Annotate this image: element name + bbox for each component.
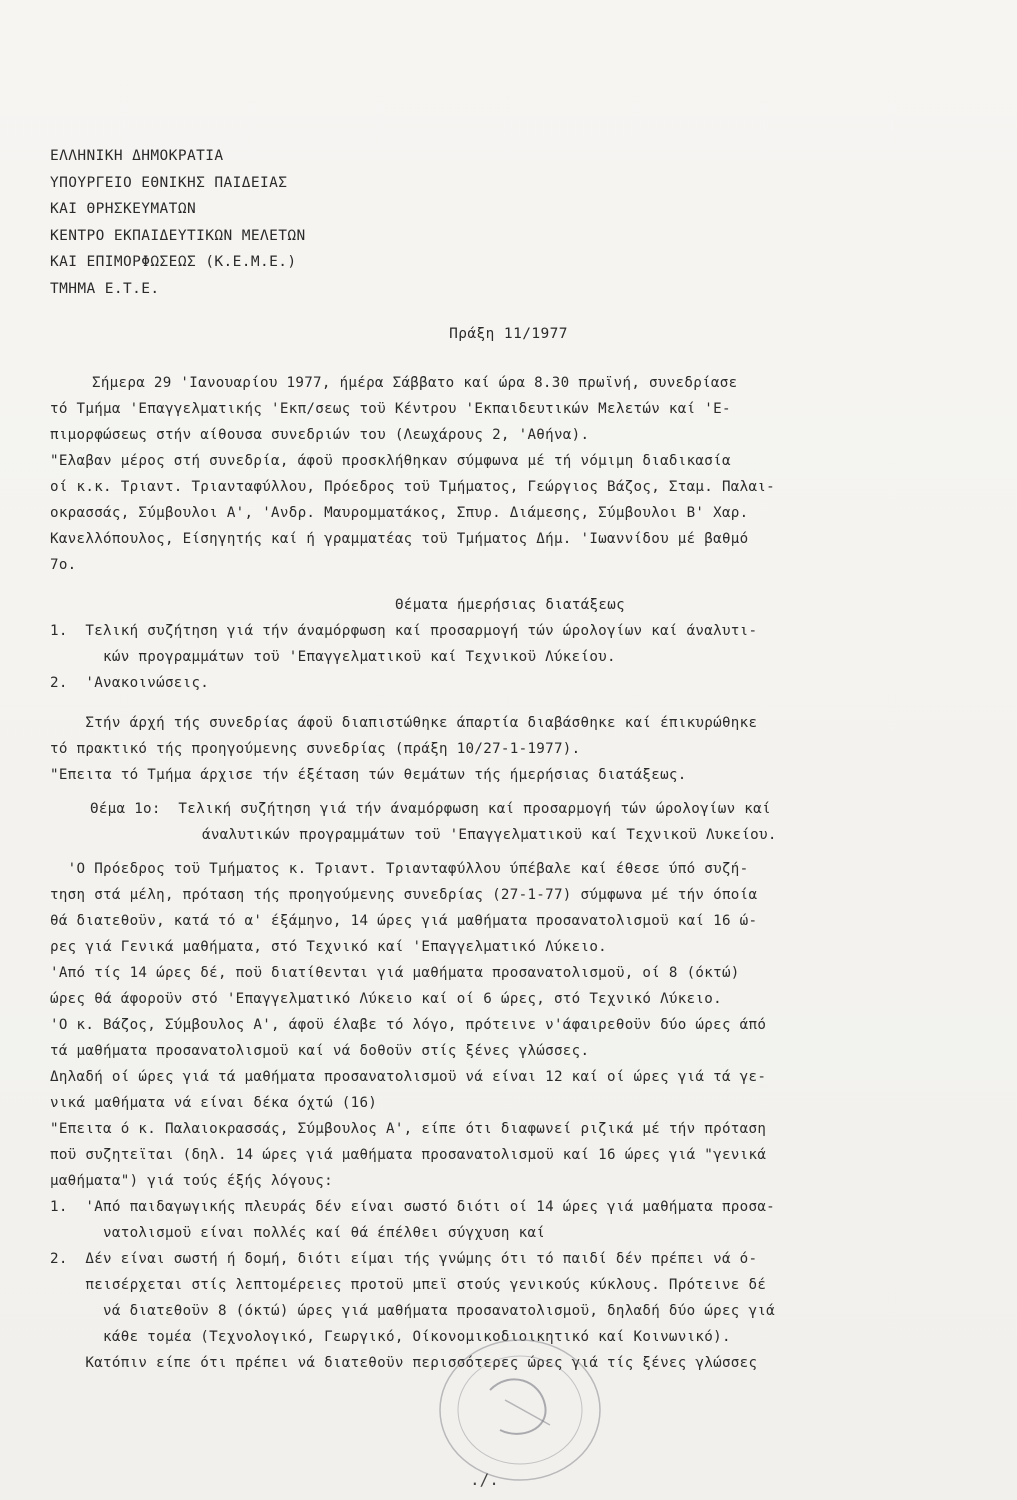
text-line: τηση στά μέλη, πρόταση τής προηγούμενης συνεδρίας (27-1-77) σύμφωνα μέ τήν όποία <box>50 887 758 903</box>
letterhead-line: ΕΛΛΗΝΙΚΗ ΔΗΜΟΚΡΑΤΙΑ <box>50 148 224 164</box>
text-line: κάθε τομέα (Τεχνολογικό, Γεωργικό, Οίκονομικοδιοικητικό καί Κοινωνικό). <box>50 1329 731 1345</box>
agenda-list <box>50 618 970 696</box>
text-line: ρες γιά Γενικά μαθήματα, στό Τεχνικό καί 'Επαγγελματικό Λύκειο. <box>50 939 608 955</box>
text-line: τά μαθήματα προσανατολισμοϋ καί νά δοθοϋν στίς ξένες γλώσσες. <box>50 1043 590 1059</box>
topic-line: άναλυτικών προγραμμάτων τοϋ 'Επαγγελματικοϋ καί Τεχνικοϋ Λυκείου. <box>202 827 777 843</box>
text-line: θά διατεθοϋν, κατά τό α' έξάμηνο, 14 ώρες γιά μαθήματα προσανατολισμοϋ καί 16 ώ- <box>50 913 758 929</box>
text-line: 'Από τίς 14 ώρες δέ, ποϋ διατίθενται γιά μαθήματα προσανατολισμοϋ, οί 8 (όκτώ) <box>50 965 740 981</box>
text-line: ώρες θά άφοροϋν στό 'Επαγγελματικό Λύκειο καί οί 6 ώρες, στό Τεχνικό Λύκειο. <box>50 991 722 1007</box>
text-line: Σήμερα 29 'Ιανουαρίου 1977, ήμέρα Σάββατο καί ώρα 8.30 πρωϊνή, συνεδρίασε <box>92 375 738 391</box>
official-stamp <box>420 1330 620 1490</box>
agenda-item: 1. Τελική συζήτηση γιά τήν άναμόρφωση καί προσαρμογή τών ώρολογίων καί άναλυτι- <box>50 623 758 639</box>
text-line: "Επειτα ό κ. Παλαιοκρασσάς, Σύμβουλος Α', είπε ότι διαφωνεί ριζικά μέ τήν πρόταση <box>50 1121 767 1137</box>
opening-paragraph <box>50 710 970 788</box>
intro-paragraph <box>50 370 970 578</box>
discussion-paragraph <box>50 856 970 1376</box>
text-line: οκρασσάς, Σύμβουλοι Α', 'Ανδρ. Μαυρομματάκος, Σπυρ. Διάμεσης, Σύμβουλοι Β' Χαρ. <box>50 505 749 521</box>
letterhead-line: ΚΑΙ ΘΡΗΣΚΕΥΜΑΤΩΝ <box>50 201 197 217</box>
letterhead-line: ΥΠΟΥΡΓΕΙΟ ΕΘΝΙΚΗΣ ΠΑΙΔΕΙΑΣ <box>50 174 288 191</box>
text-line: πεισέρχεται στίς λεπτομέρειες προτοϋ μπεϊ στούς γενικούς κύκλους. Πρότεινε δέ <box>50 1277 767 1293</box>
act-reference: Πράξη 11/1977 <box>449 326 568 342</box>
text-line: Κατόπιν είπε ότι πρέπει νά διατεθοϋν περισσότερες ώρες γιά τίς ξένες γλώσσες <box>50 1355 758 1371</box>
letterhead-line: ΤΜΗΜΑ Ε.Τ.Ε. <box>50 280 160 297</box>
text-line: 7ο. <box>50 557 77 573</box>
text-line: νά διατεθοϋν 8 (όκτώ) ώρες γιά μαθήματα προσανατολισμοϋ, δηλαδή δύο ώρες γιά <box>50 1303 776 1319</box>
text-line: τό Τμήμα 'Επαγγελματικής 'Εκπ/σεως τοϋ Κέντρου 'Εκπαιδευτικών Μελετών καί 'Ε- <box>50 401 731 417</box>
text-line: νατολισμοϋ είναι πολλές καί θά έπέλθει σύγχυση καί <box>50 1225 546 1241</box>
page-end-mark: ./. <box>470 1470 499 1489</box>
text-line: "Ελαβαν μέρος στή συνεδρία, άφοϋ προσκλήθηκαν σύμφωνα μέ τή νόμιμη διαδικασία <box>50 453 731 469</box>
text-line: πιμορφώσεως στήν αίθουσα συνεδριών του (Λεωχάρους 2, 'Αθήνα). <box>50 427 590 443</box>
text-line: νικά μαθήματα νά είναι δέκα όχτώ (16) <box>50 1095 378 1111</box>
letterhead-line: ΚΕΝΤΡΟ ΕΚΠΑΙΔΕΥΤΙΚΩΝ ΜΕΛΕΤΩΝ <box>50 227 306 244</box>
agenda-title: Θέματα ήμερήσιας διατάξεως <box>395 597 625 613</box>
text-line: 1. 'Από παιδαγωγικής πλευράς δέν είναι σωστό διότι οί 14 ώρες γιά μαθήματα προσα- <box>50 1199 776 1215</box>
text-line: Στήν άρχή τής συνεδρίας άφοϋ διαπιστώθηκε άπαρτία διαβάσθηκε καί έπικυρώθηκε <box>50 715 758 731</box>
text-line: 2. Δέν είναι σωστή ή δομή, διότι είμαι τής γνώμης ότι τό παιδί δέν πρέπει νά ό- <box>50 1251 758 1267</box>
text-line: "Επειτα τό Τμήμα άρχισε τήν έξέταση τών θεμάτων τής ήμερήσιας διατάξεως. <box>50 767 687 783</box>
text-line: 'Ο Πρόεδρος τοϋ Τμήματος κ. Τριαντ. Τριανταφύλλου ύπέβαλε καί έθεσε ύπό συζή- <box>50 861 749 877</box>
minutes-body <box>50 370 970 1376</box>
text-line: 'Ο κ. Βάζος, Σύμβουλος Α', άφοϋ έλαβε τό λόγο, πρότεινε ν'άφαιρεθοϋν δύο ώρες άπό <box>50 1017 767 1033</box>
topic-heading <box>50 796 970 848</box>
text-line: τό πρακτικό τής προηγούμενης συνεδρίας (πράξη 10/27-1-1977). <box>50 741 581 757</box>
text-line: Δηλαδή οί ώρες γιά τά μαθήματα προσανατολισμοϋ νά είναι 12 καί οί ώρες γιά τά γε- <box>50 1069 767 1085</box>
topic-line: Θέμα 1ο: Τελική συζήτηση γιά τήν άναμόρφωση καί προσαρμογή τών ώρολογίων καί <box>90 801 771 817</box>
text-line: Κανελλόπουλος, Είσηγητής καί ή γραμματέας τοϋ Τμήματος Δήμ. 'Ιωαννίδου μέ βαθμό <box>50 531 749 547</box>
text-line: μαθήματα") γιά τούς έξής λόγους: <box>50 1173 333 1189</box>
letterhead-line: ΚΑΙ ΕΠΙΜΟΡΦΩΣΕΩΣ (Κ.Ε.Μ.Ε.) <box>50 254 297 270</box>
agenda-item: 2. 'Ανακοινώσεις. <box>50 675 210 691</box>
agenda-item: κών προγραμμάτων τοϋ 'Επαγγελματικοϋ καί Τεχνικοϋ Λύκείου. <box>50 649 616 665</box>
text-line: ποϋ συζητεϊται (δηλ. 14 ώρες γιά μαθήματα προσανατολισμοϋ καί 16 ώρες γιά "γενικά <box>50 1147 767 1163</box>
letterhead <box>50 143 306 302</box>
text-line: οί κ.κ. Τριαντ. Τριανταφύλλου, Πρόεδρος τοϋ Τμήματος, Γεώργιος Βάζος, Σταμ. Παλαι- <box>50 479 776 495</box>
